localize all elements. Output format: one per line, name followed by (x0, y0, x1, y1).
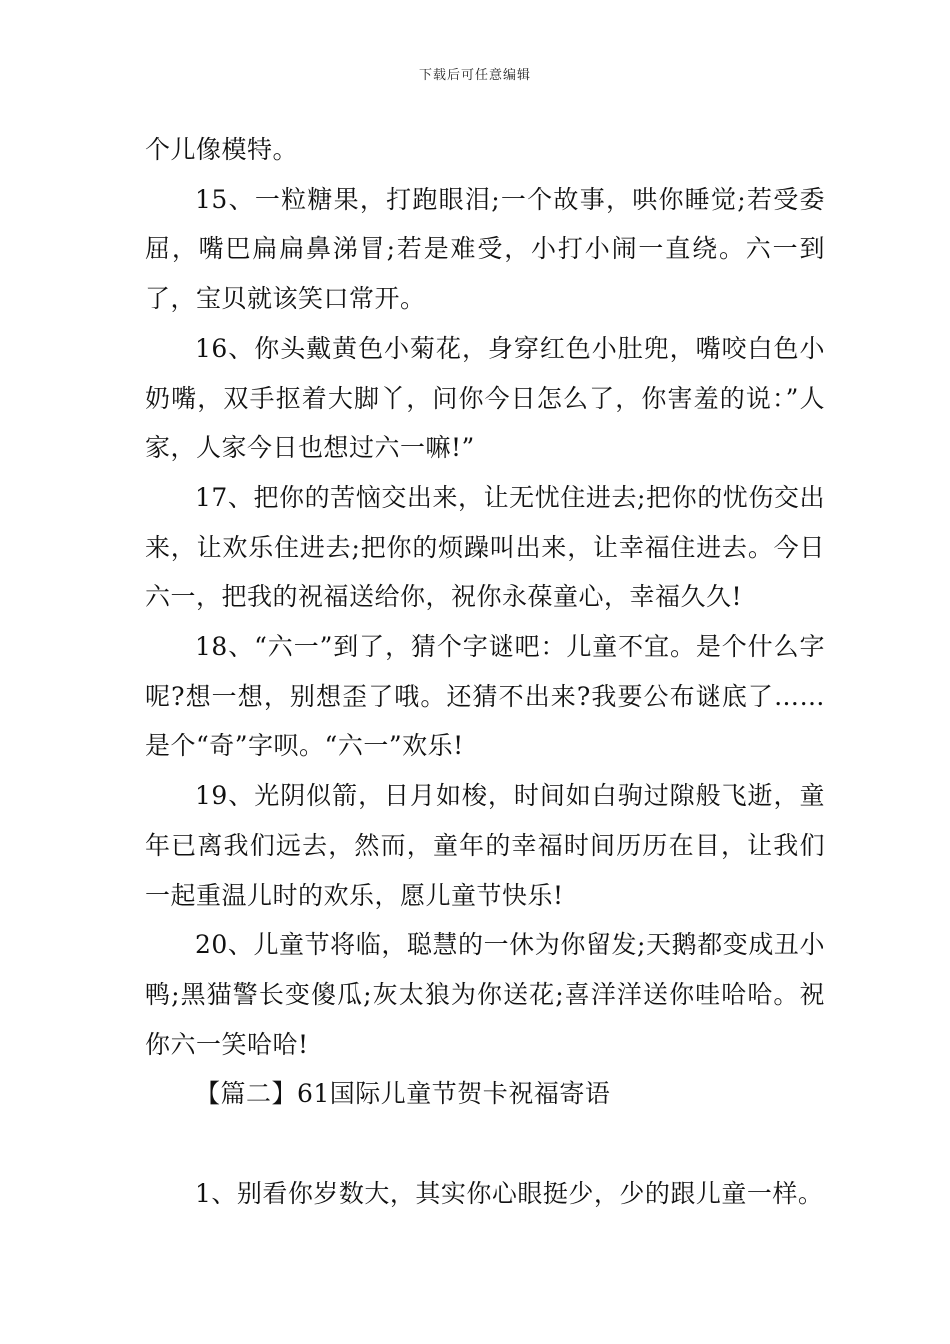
section-title: 【篇二】61国际儿童节贺卡祝福寄语 (195, 1079, 611, 1109)
paragraph-16: 16、你头戴黄色小菊花，身穿红色小肚兜，嘴咬白色小奶嘴，双手抠着大脚丫，问你今日怎么了，你害羞的说：”人家，人家今日也想过六一嘛!” (145, 333, 825, 463)
paragraph-20: 20、儿童节将临，聪慧的一休为你留发;天鹅都变成丑小鸭;黑猫警长变傻瓜;灰太狼为你送花;喜洋洋送你哇哈哈。祝你六一笑哈哈! (145, 930, 825, 1059)
paragraph-15: 15、一粒糖果，打跑眼泪;一个故事，哄你睡觉;若受委屈，嘴巴扁扁鼻涕冒;若是难受，小打小闹一直绕。六一到了，宝贝就该笑口常开。 (145, 184, 825, 314)
paragraph-continuation: 个儿像模特。 (145, 135, 299, 164)
section-gap (145, 1119, 825, 1169)
paragraph-17: 17、把你的苦恼交出来，让无忧住进去;把你的忧伤交出来，让欢乐住进去;把你的烦躁叫出来，让幸福住进去。今日六一，把我的祝福送给你，祝你永葆童心，幸福久久! (145, 482, 825, 612)
header-note: 下载后可任意编辑 (418, 68, 531, 83)
paragraph-18: 18、“六一”到了，猜个字谜吧：儿童不宜。是个什么字呢?想一想，别想歪了哦。还猜不出来?我要公布谜底了……是个“奇”字呗。“六一”欢乐! (145, 632, 825, 761)
document-body (145, 125, 825, 1219)
paragraph-s2-1: 1、别看你岁数大，其实你心眼挺少，少的跟儿童一样。 (195, 1179, 824, 1209)
paragraph-19: 19、光阴似箭，日月如梭，时间如白驹过隙般飞逝，童年已离我们远去，然而，童年的幸福时间历历在目，让我们一起重温儿时的欢乐，愿儿童节快乐! (145, 781, 825, 910)
